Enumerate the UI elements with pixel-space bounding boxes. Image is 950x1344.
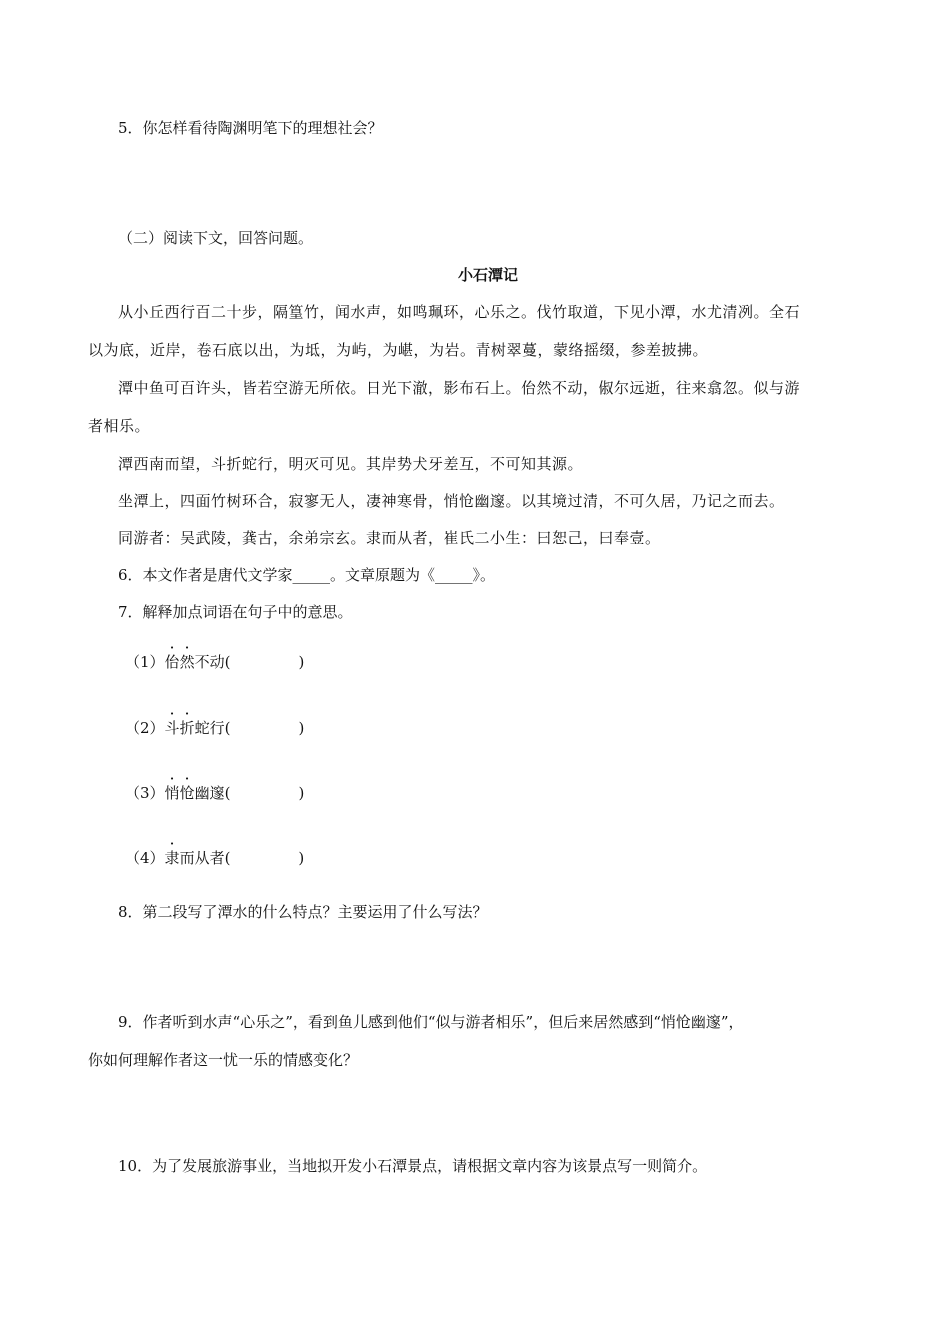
q7-item-number: （3） [125,784,165,802]
dotted-char: 斗 [164,719,180,737]
q7-item-text: 不动( [194,653,231,671]
q7-item-close: ) [298,719,305,737]
passage-p2-line2: 者相乐。 [88,417,151,435]
q7-item-2 [125,718,304,738]
q7-item-text: 幽邃( [194,784,231,802]
passage-p2-line1: 潭中鱼可百许头，皆若空游无所依。日光下澈，影布石上。佁然不动，俶尔远逝，往来翕忽。似与游 [118,379,801,397]
question-7: 7．解释加点词语在句子中的意思。 [118,603,353,621]
question-6: 6．本文作者是唐代文学家_____。文章原题为《_____》。 [118,566,496,584]
dotted-char: 佁 [164,653,180,671]
dotted-char: 折 [179,719,195,737]
q7-item-3 [125,783,304,803]
passage-p5: 同游者：吴武陵，龚古，余弟宗玄。隶而从者，崔氏二小生：曰恕己，曰奉壹。 [118,529,661,547]
question-10: 10．为了发展旅游事业，当地拟开发小石潭景点，请根据文章内容为该景点写一则简介。 [118,1157,708,1175]
q7-item-close: ) [298,653,305,671]
passage-p1-line1: 从小丘西行百二十步，隔篁竹，闻水声，如鸣珮环，心乐之。伐竹取道，下见小潭，水尤清冽。全石 [118,303,801,321]
dotted-char: 悄 [164,784,180,802]
q7-item-4 [125,848,304,868]
dotted-char: 怆 [179,784,195,802]
question-9-line1: 9．作者听到水声“心乐之”，看到鱼儿感到他们“似与游者相乐”，但后来居然感到“悄怆幽邃”， [118,1013,744,1031]
q7-item-text: 而从者( [179,849,231,867]
dotted-char: 隶 [164,849,180,867]
passage-p1-line2: 以为底，近岸，卷石底以出，为坻，为屿，为嵁，为岩。青树翠蔓，蒙络摇缀，参差披拂。 [88,341,709,359]
q7-item-number: （4） [125,849,165,867]
q7-item-text: 蛇行( [194,719,231,737]
q7-item-number: （1） [125,653,165,671]
passage-title: 小石潭记 [458,266,519,284]
passage-p4: 坐潭上，四面竹树环合，寂寥无人，凄神寒骨，悄怆幽邃。以其境过清，不可久居，乃记之而去。 [118,492,785,510]
section-2-heading: （二）阅读下文，回答问题。 [118,229,314,247]
question-9-line2: 你如何理解作者这一忧一乐的情感变化？ [88,1051,359,1069]
passage-p3: 潭西南而望，斗折蛇行，明灭可见。其岸势犬牙差互，不可知其源。 [118,455,584,473]
q7-item-1 [125,652,304,672]
q7-item-close: ) [298,849,305,867]
question-5: 5．你怎样看待陶渊明笔下的理想社会？ [118,119,383,137]
q7-item-number: （2） [125,719,165,737]
q7-item-close: ) [298,784,305,802]
dotted-char: 然 [179,653,195,671]
question-8: 8．第二段写了潭水的什么特点？主要运用了什么写法？ [118,903,488,921]
